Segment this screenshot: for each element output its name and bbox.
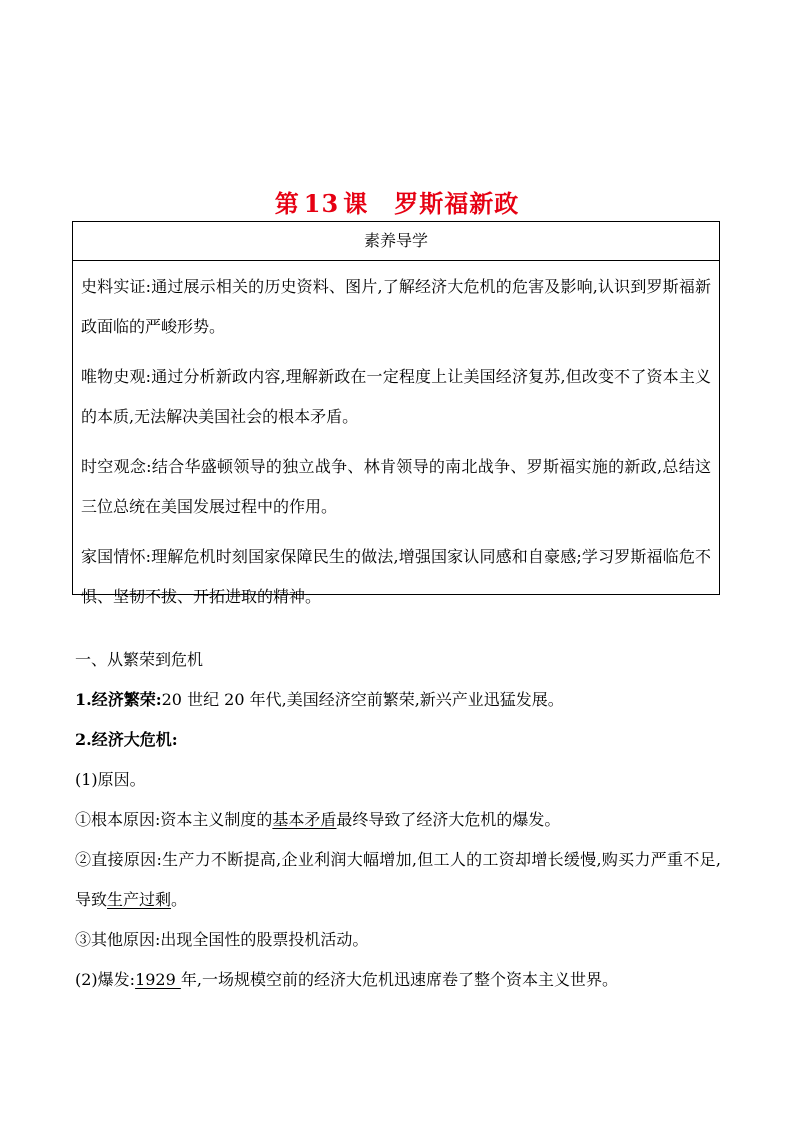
literacy-guide-box <box>72 221 720 606</box>
prosperity-text: 20 世纪 20 年代,美国经济空前繁荣,新兴产业迅猛发展。 <box>161 690 564 709</box>
lesson-title <box>0 184 794 219</box>
guide-item-patriotism: 家国情怀:理解危机时刻国家保障民生的做法,增强国家认同感和自豪感;学习罗斯福临危不惧、坚韧不拔、开拓进取的精神。 <box>81 547 711 606</box>
title-prefix: 第 <box>274 189 300 218</box>
crisis-label: 2.经济大危机: <box>75 730 178 749</box>
cause-heading: (1)原因。 <box>75 770 146 789</box>
literacy-guide-header: 素养导学 <box>73 222 719 261</box>
cause-root-key: 基本矛盾 <box>272 810 337 829</box>
cause-other: ③其他原因:出现全国性的股票投机活动。 <box>75 930 369 949</box>
outbreak-text: (2)爆发: <box>75 970 136 989</box>
cause-direct-text: ②直接原因:生产力不断提高,企业利润大幅增加,但工人的工资却增长缓慢,购买力严重不足,导致 <box>75 850 721 909</box>
outbreak-year: 1929 <box>135 970 181 989</box>
outbreak-rest: 年,一场规模空前的经济大危机迅速席卷了整个资本主义世界。 <box>180 970 618 989</box>
paragraph-crisis <box>75 720 721 760</box>
outbreak <box>75 960 721 1000</box>
guide-item-materialism: 唯物史观:通过分析新政内容,理解新政在一定程度上让美国经济复苏,但改变不了资本主义的本质,无法解决美国社会的根本矛盾。 <box>81 367 711 426</box>
lesson-number: 13 <box>303 189 340 218</box>
cause-direct-key: 生产过剩 <box>107 890 172 909</box>
title-suffix: 课 <box>343 189 369 218</box>
lesson-name: 罗斯福新政 <box>394 189 520 218</box>
section-heading: 一、从繁荣到危机 <box>75 650 204 669</box>
prosperity-label: 1.经济繁荣: <box>75 690 162 709</box>
guide-item-evidence: 史料实证:通过展示相关的历史资料、图片,了解经济大危机的危害及影响,认识到罗斯福新政面临的严峻形势。 <box>81 277 711 336</box>
cause-root-text: ①根本原因:资本主义制度的 <box>75 810 273 829</box>
literacy-guide-body <box>73 261 719 617</box>
cause-root <box>75 800 721 840</box>
main-content <box>75 640 721 1000</box>
cause-direct-rest: 。 <box>171 890 188 909</box>
paragraph-prosperity <box>75 680 721 720</box>
guide-item-spacetime: 时空观念:结合华盛顿领导的独立战争、林肯领导的南北战争、罗斯福实施的新政,总结这三位总统在美国发展过程中的作用。 <box>81 457 711 516</box>
cause-direct <box>75 840 721 920</box>
cause-root-rest: 最终导致了经济大危机的爆发。 <box>336 810 561 829</box>
